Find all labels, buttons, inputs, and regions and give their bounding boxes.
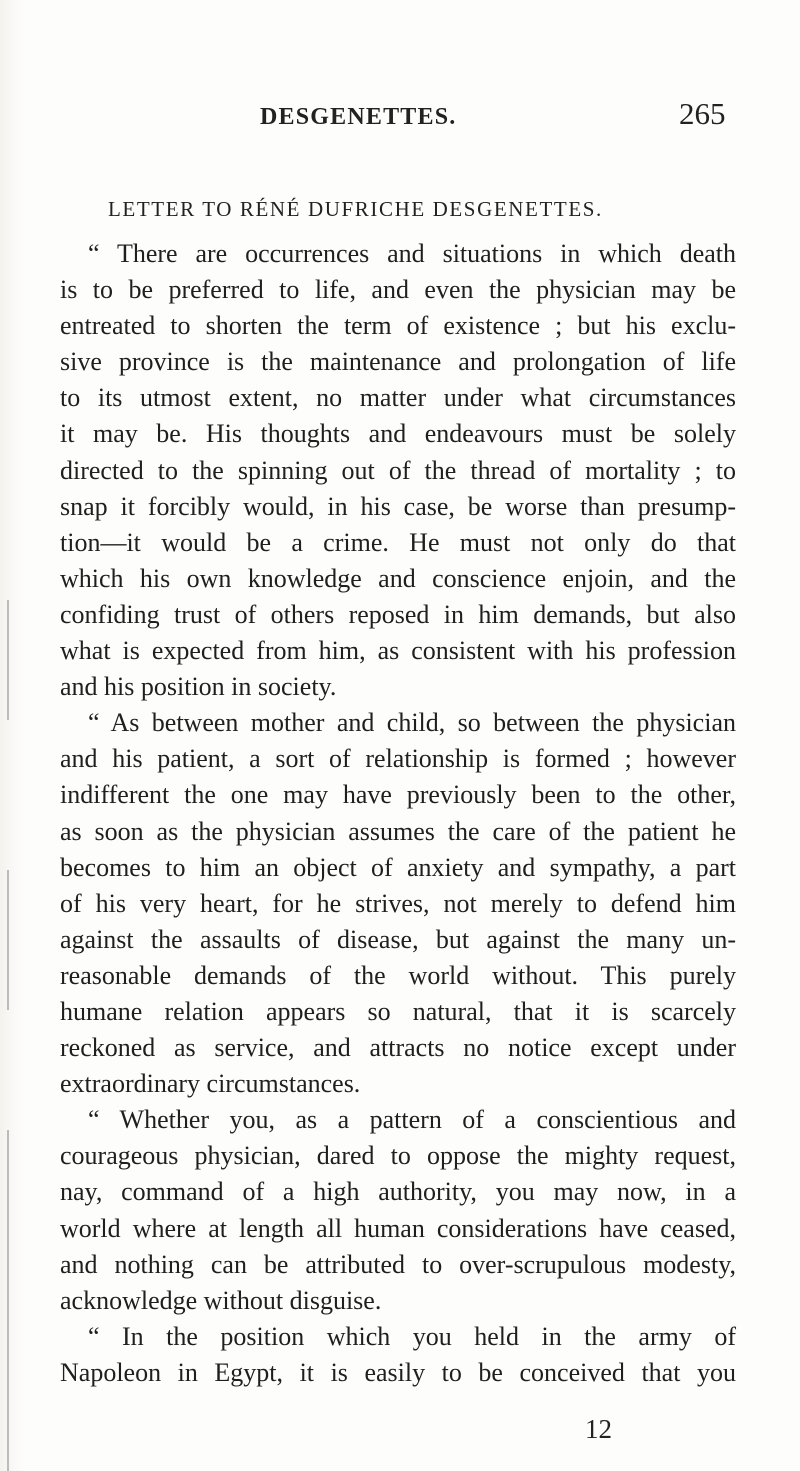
page-number: 265 bbox=[679, 96, 726, 131]
text-line: “ Whether you, as a pattern of a conscientious and bbox=[88, 1105, 736, 1135]
section-title: LETTER TO RÉNÉ DUFRICHE DESGENETTES. bbox=[108, 197, 603, 221]
text-line: world where at length all human considerations have ceased, bbox=[60, 1213, 736, 1243]
page-gutter-shadow bbox=[0, 0, 26, 1471]
text-line: indifferent the one may have previously been to the other, bbox=[60, 780, 736, 810]
gutter-mark bbox=[7, 600, 9, 720]
text-line: courageous physician, dared to oppose the mighty request, bbox=[60, 1141, 736, 1171]
text-line: tion—it would be a crime. He must not only do that bbox=[60, 527, 736, 557]
text-line: sive province is the maintenance and prolongation of life bbox=[60, 347, 736, 377]
text-line: entreated to shorten the term of existence ; but his exclu- bbox=[60, 311, 736, 341]
text-line: snap it forcibly would, in his case, be worse than presump- bbox=[60, 491, 736, 521]
text-line: against the assaults of disease, but against the many un- bbox=[60, 924, 736, 954]
signature-mark: 12 bbox=[585, 1414, 612, 1444]
text-line: Napoleon in Egypt, it is easily to be conceived that you bbox=[60, 1357, 736, 1387]
text-line: humane relation appears so natural, that it is scarcely bbox=[60, 996, 736, 1026]
text-line: what is expected from him, as consistent with his profession bbox=[60, 636, 736, 666]
text-line: “ There are occurrences and situations in which death bbox=[88, 239, 736, 268]
text-line: directed to the spinning out of the thread of mortality ; to bbox=[60, 455, 736, 485]
gutter-mark bbox=[7, 1130, 9, 1471]
running-head: DESGENETTES. bbox=[260, 104, 457, 130]
text-line: to its utmost extent, no matter under what circumstances bbox=[60, 383, 736, 413]
text-line: and his patient, a sort of relationship is formed ; however bbox=[60, 744, 736, 774]
text-line: nay, command of a high authority, you may now, in a bbox=[60, 1177, 736, 1207]
text-line: is to be preferred to life, and even the physician may be bbox=[60, 275, 736, 305]
text-line: which his own knowledge and conscience enjoin, and the bbox=[60, 563, 736, 593]
text-line: and his position in society. bbox=[60, 672, 337, 702]
text-line: extraordinary circumstances. bbox=[60, 1069, 361, 1099]
text-line: reckoned as service, and attracts no notice except under bbox=[60, 1033, 736, 1063]
text-line: as soon as the physician assumes the care of the patient he bbox=[60, 816, 736, 846]
text-line: confiding trust of others reposed in him demands, but also bbox=[60, 599, 736, 629]
text-line: acknowledge without disguise. bbox=[60, 1285, 382, 1315]
text-line: “ As between mother and child, so between the physician bbox=[88, 708, 736, 738]
text-line: becomes to him an object of anxiety and sympathy, a part bbox=[60, 852, 736, 882]
gutter-mark bbox=[7, 870, 9, 1010]
text-line: it may be. His thoughts and endeavours must be solely bbox=[60, 419, 736, 449]
text-line: and nothing can be attributed to over-scrupulous modesty, bbox=[60, 1249, 736, 1279]
text-line: “ In the position which you held in the army of bbox=[88, 1321, 736, 1351]
page-header bbox=[0, 96, 800, 136]
text-line: of his very heart, for he strives, not merely to defend him bbox=[60, 888, 736, 918]
text-line: reasonable demands of the world without. This purely bbox=[60, 960, 736, 990]
body-text bbox=[60, 236, 736, 1391]
